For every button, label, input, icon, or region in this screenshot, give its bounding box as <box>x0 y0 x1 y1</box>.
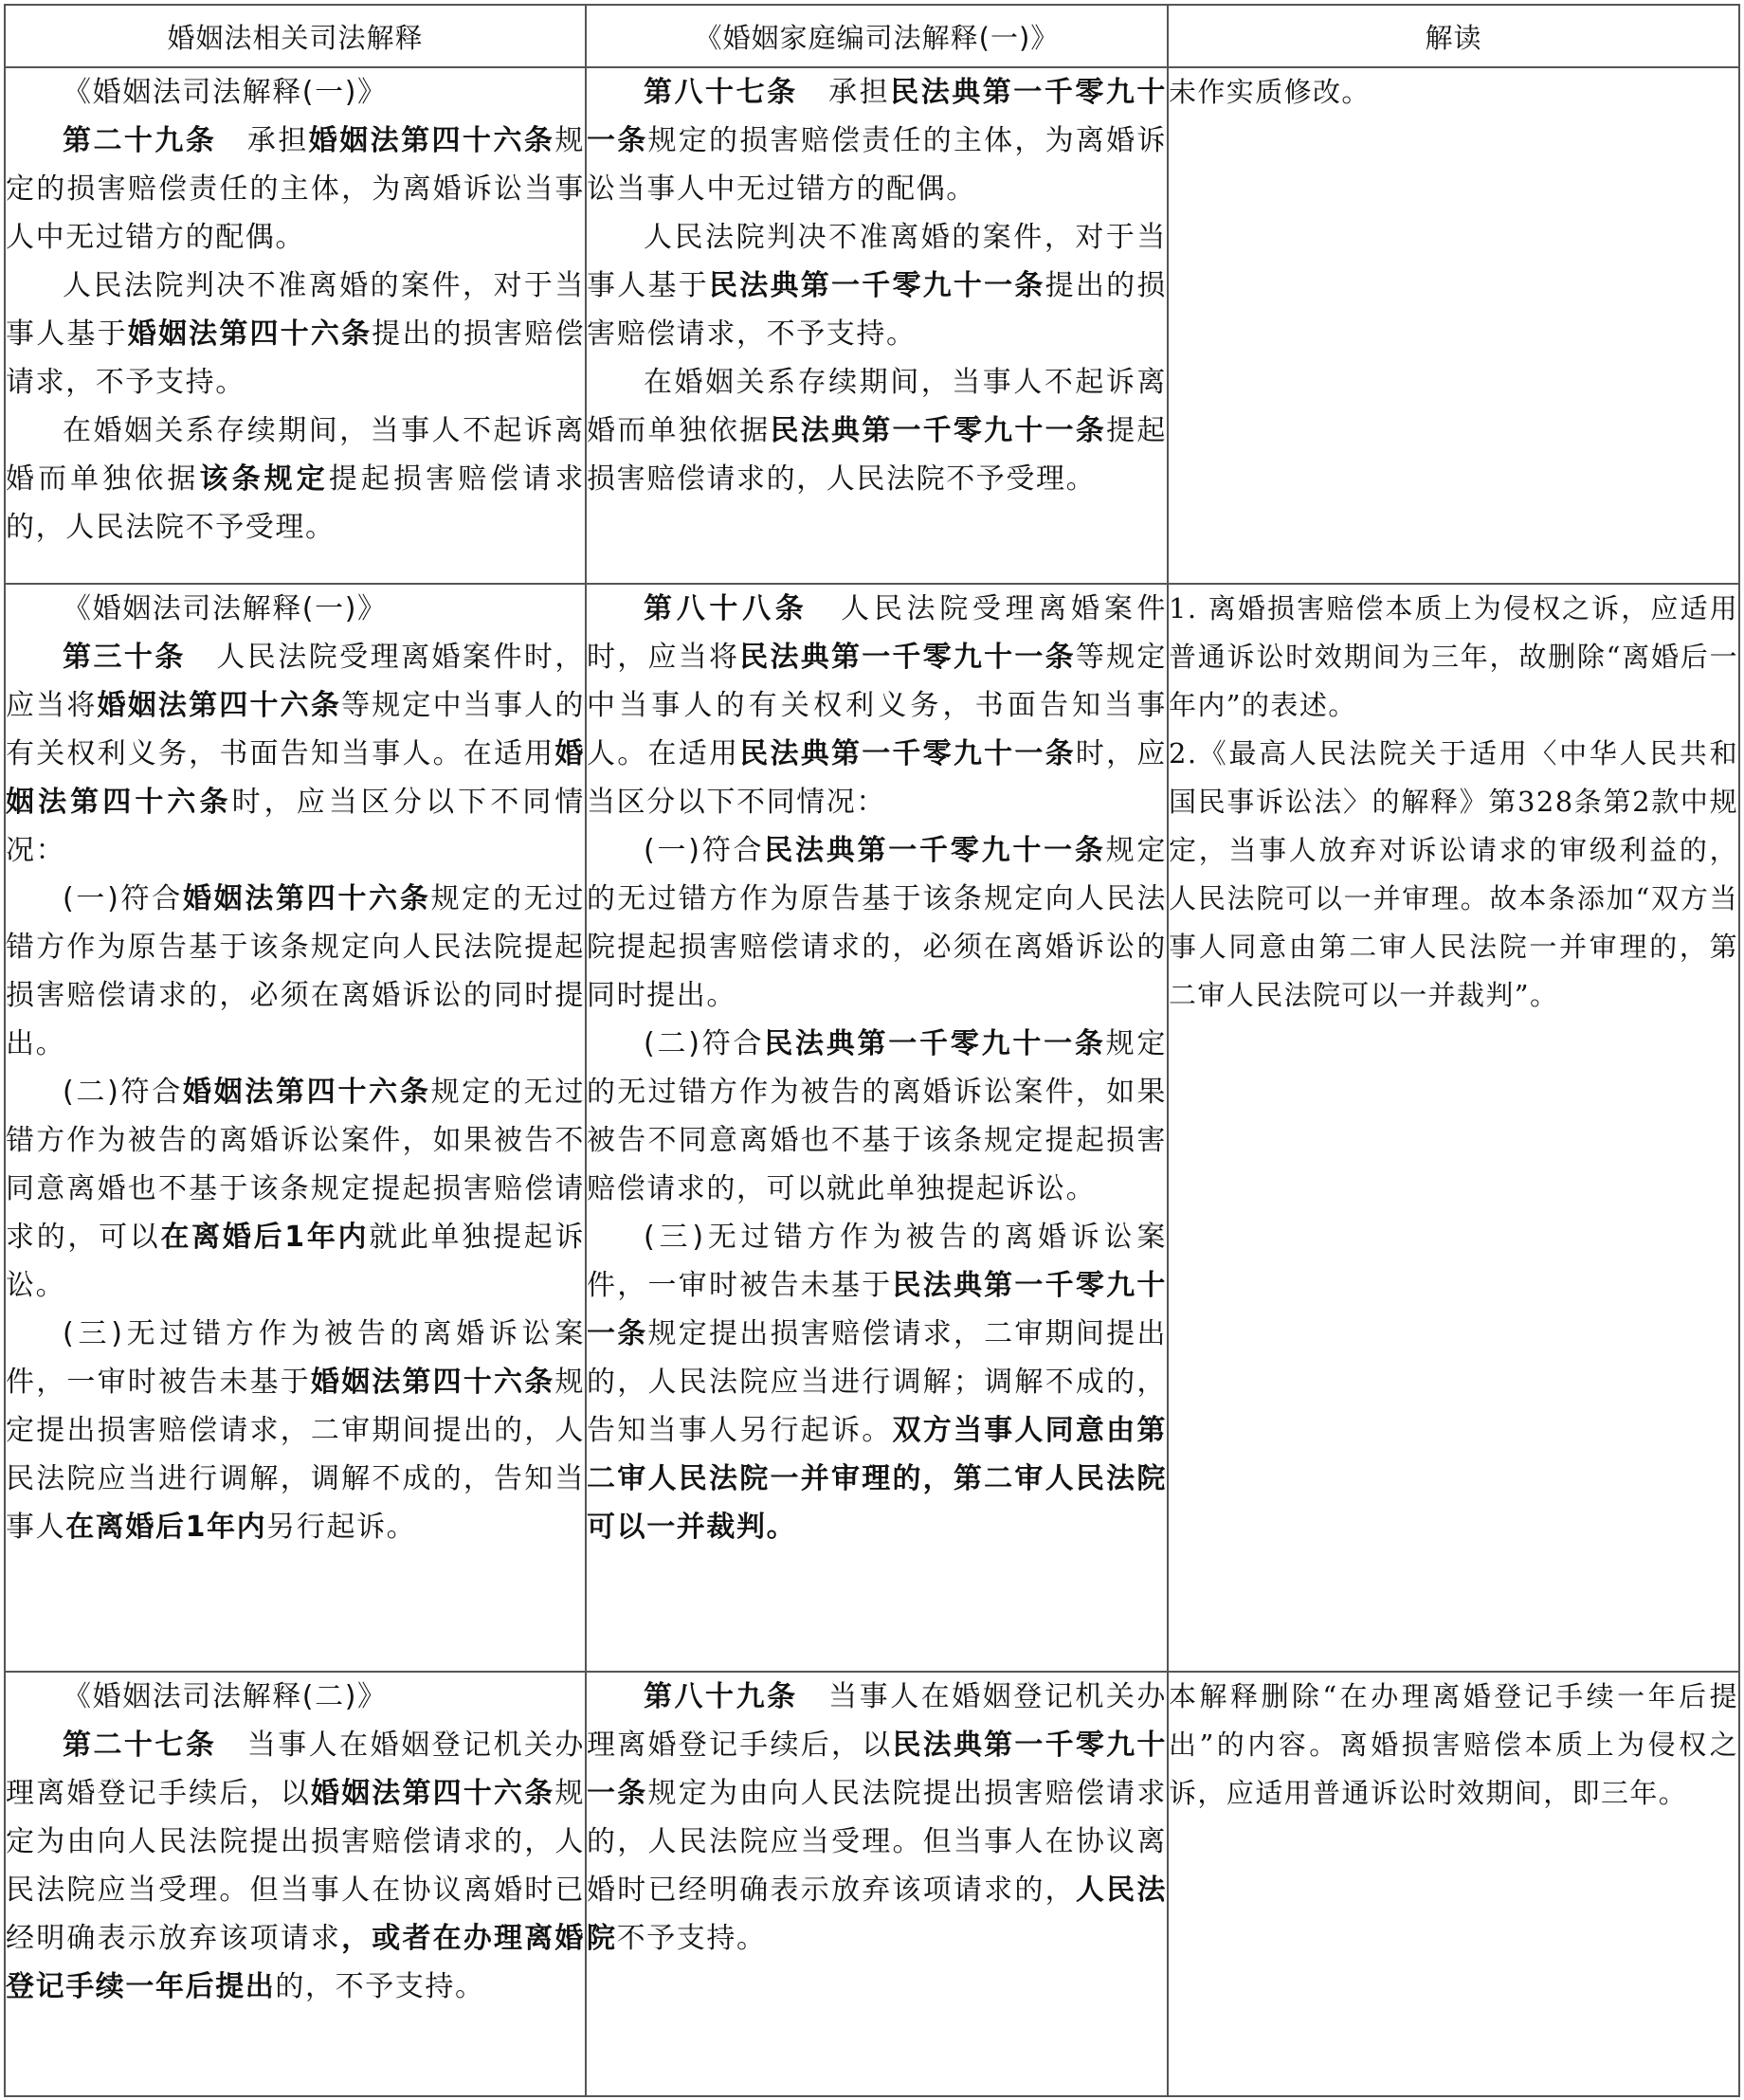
new-provision-cell <box>586 584 1168 1672</box>
provision-text: (一)符合 <box>644 834 765 867</box>
emphasized-text: 第八十八条 <box>644 592 808 625</box>
provision-paragraph <box>6 262 585 407</box>
header-old-interpretation: 婚姻法相关司法解释 <box>5 5 586 67</box>
provision-text: 等规定中当事人的有关权利义务，书面告知当事人。在适用 <box>587 641 1167 770</box>
emphasized-text: 婚姻法第四十六条 <box>182 882 431 915</box>
header-row <box>5 5 1739 67</box>
provision-text: 时，应当区分以下不同情况： <box>6 786 585 867</box>
emphasized-text: 民法典第一千零九十一条 <box>770 414 1107 447</box>
emphasized-text: 第八十七条 <box>644 76 798 109</box>
provision-text: (二)符合 <box>644 1027 765 1060</box>
provision-text: 规定的损害赔偿责任的主体，为离婚诉讼当事人中无过错方的配偶。 <box>587 124 1168 206</box>
provision-paragraph <box>587 1020 1167 1213</box>
commentary-paragraph: 本解释删除“在办理离婚登记手续一年后提出”的内容。离婚损害赔偿本质上为侵权之诉，应适用普通诉讼时效期间，即三年。 <box>1169 1680 1738 1809</box>
provision-paragraph <box>587 358 1167 503</box>
provision-text: 人民法院判决不准离婚的案件，对于当事人基于 <box>587 221 1167 302</box>
emphasized-text: 婚姻法第四十六条 <box>127 317 372 351</box>
provision-paragraph <box>6 1721 585 2011</box>
emphasized-text: 婚姻法第四十六条 <box>310 1366 555 1399</box>
provision-text: 在婚姻关系存续期间，当事人不起诉离婚而单独依据 <box>6 414 585 496</box>
emphasized-text: 该条规定 <box>199 462 329 496</box>
header-commentary: 解读 <box>1168 5 1739 67</box>
emphasized-text: 双方当事人同意由第二审人民法院一并审理的，第二审人民法院可以一并裁判。 <box>587 1414 1168 1544</box>
provision-text: 提起损害赔偿请求的，人民法院不予受理。 <box>587 414 1167 496</box>
provision-text: 就此单独提起诉讼。 <box>6 1221 586 1302</box>
provision-paragraph <box>6 875 585 1068</box>
provision-text: 等规定中当事人的有关权利义务，书面告知当事人。在适用 <box>6 689 585 770</box>
new-provision-cell <box>586 67 1168 584</box>
provision-paragraph <box>6 1310 585 1551</box>
new-provision-cell <box>586 1672 1168 2096</box>
provision-text: (一)符合 <box>63 882 183 915</box>
provision-text: 规定的无过错方作为原告基于该条规定向人民法院提起损害赔偿请求的，必须在离婚诉讼的同时提出。 <box>6 882 585 1060</box>
provision-text: 《婚姻法司法解释(二)》 <box>63 1680 388 1713</box>
emphasized-text: 民法典第一千零九十一条 <box>739 641 1076 674</box>
source-title <box>6 68 585 117</box>
emphasized-text: 婚姻法第四十六条 <box>308 124 555 157</box>
emphasized-text: 婚姻法第四十六条 <box>97 689 342 722</box>
provision-paragraph <box>587 68 1167 213</box>
provision-text: 规定的无过错方作为被告的离婚诉讼案件，如果被告不同意离婚也不基于该条规定提起损害赔偿请求的，可以 <box>6 1076 585 1254</box>
emphasized-text: 民法典第一千零九十一条 <box>587 76 1167 157</box>
emphasized-text: 民法典第一千零九十一条 <box>764 834 1106 867</box>
emphasized-text: 第八十九条 <box>644 1680 798 1713</box>
source-title <box>6 1673 585 1721</box>
emphasized-text: 第二十七条 <box>63 1729 217 1762</box>
emphasized-text: 民法典第一千零九十一条 <box>739 737 1076 770</box>
emphasized-text: 在离婚后1年内 <box>160 1221 370 1254</box>
source-title <box>6 585 585 633</box>
provision-text: 的，不予支持。 <box>275 1970 485 2003</box>
emphasized-text: 第二十九条 <box>63 124 217 157</box>
provision-text: 规定的无过错方作为原告基于该条规定向人民法院提起损害赔偿请求的，必须在离婚诉讼的同时提出。 <box>587 834 1167 1012</box>
old-provision-cell <box>5 1672 586 2096</box>
emphasized-text: 婚姻法第四十六条 <box>6 737 585 819</box>
provision-paragraph <box>6 407 585 552</box>
provision-text: 规定为由向人民法院提出损害赔偿请求的，人民法院应当受理。但当事人在协议离婚时已经明确表示放弃该项请求 <box>6 1777 586 1955</box>
provision-text: (二)符合 <box>63 1076 183 1109</box>
provision-paragraph <box>587 1673 1167 1963</box>
emphasized-text: ，或者在办理离婚登记手续一年后提出 <box>6 1922 585 2003</box>
provision-text: 《婚姻法司法解释(一)》 <box>63 592 388 625</box>
commentary-paragraph: 2.《最高人民法院关于适用〈中华人民共和国民事诉讼法〉的解释》第328条第2款中规定，当事人放弃对诉讼请求的审级利益的，人民法院可以一并审理。故本条添加“双方当事人同意由第二审人民法院一并审理的，第二审人民法院可以一并裁判”。 <box>1169 737 1738 1011</box>
emphasized-text: 在离婚后1年内 <box>65 1511 267 1544</box>
provision-text: (三)无过错方作为被告的离婚诉讼案件，一审时被告未基于 <box>6 1317 585 1399</box>
provision-text: 承担 <box>797 76 891 109</box>
table-row <box>5 584 1739 1672</box>
provision-text: 时，应当区分以下不同情况： <box>587 737 1167 819</box>
provision-text: 提出的损害赔偿请求，不予支持。 <box>6 317 586 399</box>
emphasized-text: 婚姻法第四十六条 <box>310 1777 555 1810</box>
provision-text: 规定提出损害赔偿请求，二审期间提出的，人民法院应当进行调解；调解不成的，告知当事人另行起诉。 <box>587 1317 1168 1447</box>
provision-paragraph <box>6 633 585 875</box>
provision-text: 人民法院受理离婚案件时，应当将 <box>6 641 585 722</box>
emphasized-text: 婚姻法第四十六条 <box>182 1076 431 1109</box>
old-provision-cell <box>5 584 586 1672</box>
emphasized-text: 民法典第一千零九十一条 <box>708 269 1045 302</box>
provision-paragraph <box>587 1213 1167 1551</box>
provision-text: 人民法院判决不准离婚的案件，对于当事人基于 <box>6 269 585 351</box>
provision-text: 不予支持。 <box>616 1922 767 1955</box>
provision-text: 当事人在婚姻登记机关办理离婚登记手续后，以 <box>587 1680 1167 1762</box>
provision-paragraph <box>587 213 1167 358</box>
emphasized-text: 民法典第一千零九十一条 <box>764 1027 1106 1060</box>
header-new-interpretation: 《婚姻家庭编司法解释(一)》 <box>586 5 1168 67</box>
provision-text: 提出的损害赔偿请求，不予支持。 <box>587 269 1168 351</box>
emphasized-text: 人民法院 <box>587 1874 1167 1955</box>
commentary-paragraph: 1. 离婚损害赔偿本质上为侵权之诉，应适用普通诉讼时效期间为三年，故删除“离婚后一年内”的表述。 <box>1169 592 1738 721</box>
emphasized-text: 第三十条 <box>63 641 186 674</box>
provision-paragraph <box>587 826 1167 1020</box>
provision-paragraph <box>6 117 585 262</box>
table-row <box>5 67 1739 584</box>
provision-text: 人民法院受理离婚案件时，应当将 <box>587 592 1167 674</box>
provision-text: 在婚姻关系存续期间，当事人不起诉离婚而单独依据 <box>587 366 1167 447</box>
provision-text: 提起损害赔偿请求的，人民法院不予受理。 <box>6 462 585 544</box>
provision-text: 规定为由向人民法院提出损害赔偿请求的，人民法院应当受理。但当事人在协议离婚时已经明确表示放弃该项请求的， <box>587 1777 1168 1907</box>
provision-text: (三)无过错方作为被告的离婚诉讼案件，一审时被告未基于 <box>587 1221 1167 1302</box>
provision-paragraph <box>6 1068 585 1310</box>
table-row <box>5 1672 1739 2096</box>
commentary-cell <box>1168 584 1739 1672</box>
provision-text: 当事人在婚姻登记机关办理离婚登记手续后，以 <box>6 1729 585 1810</box>
emphasized-text: 民法典第一千零九十一条 <box>587 1269 1168 1350</box>
provision-text: 规定提出损害赔偿请求，二审期间提出的，人民法院应当进行调解，调解不成的，告知当事人 <box>6 1366 586 1544</box>
provision-text: 规定的损害赔偿责任的主体，为离婚诉讼当事人中无过错方的配偶。 <box>6 124 585 254</box>
provision-text: 承担 <box>216 124 309 157</box>
commentary-paragraph: 未作实质修改。 <box>1169 76 1371 108</box>
emphasized-text: 民法典第一千零九十一条 <box>587 1729 1168 1810</box>
provision-paragraph <box>587 585 1167 826</box>
comparison-table <box>4 4 1740 2097</box>
commentary-cell <box>1168 67 1739 584</box>
old-provision-cell <box>5 67 586 584</box>
provision-text: 规定的无过错方作为被告的离婚诉讼案件，如果被告不同意离婚也不基于该条规定提起损害赔偿请求的，可以就此单独提起诉讼。 <box>587 1027 1167 1205</box>
commentary-cell <box>1168 1672 1739 2096</box>
provision-text: 《婚姻法司法解释(一)》 <box>63 76 388 109</box>
provision-text: 另行起诉。 <box>266 1511 417 1544</box>
